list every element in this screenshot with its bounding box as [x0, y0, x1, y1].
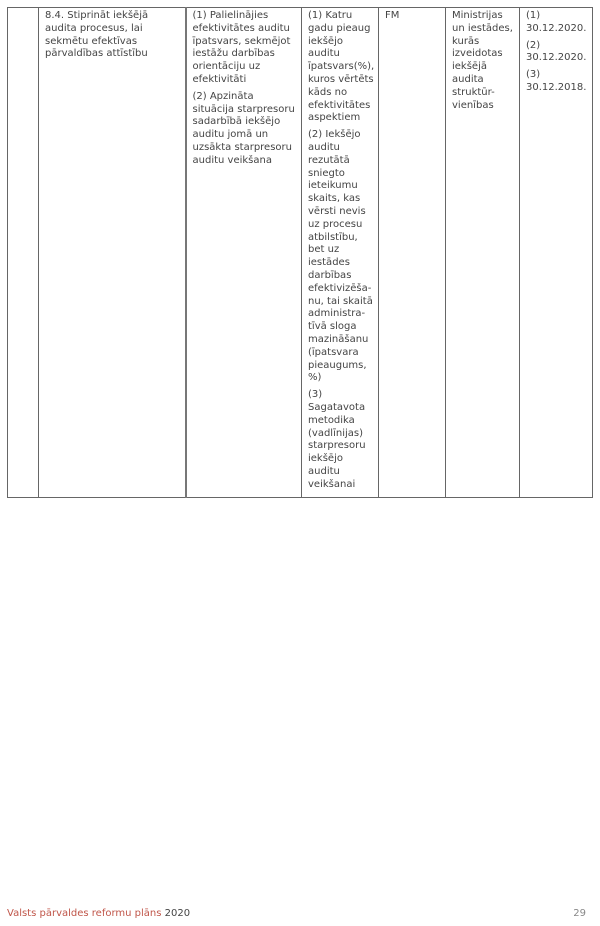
involved-text: Ministrijas un iestādes, kurās izveidotas iekšējā audita struktūr-vienības — [452, 10, 513, 111]
deadlines-cell — [520, 8, 593, 498]
table-row — [8, 8, 593, 498]
result-1: (1) Palielinājies efektivitātes auditu īpatsvars, sekmējot iestāžu darbības orientāciju uz efektivitāti — [192, 10, 291, 85]
involved-cell — [446, 8, 520, 498]
footer-document-title — [7, 908, 190, 919]
results-cell — [186, 8, 302, 498]
task-cell — [39, 8, 186, 498]
row-number-cell — [8, 8, 39, 498]
indicator-3: (3) Sagatavota metodika (vadlīnijas) starpresoru iekšējo auditu veikšanai — [308, 389, 366, 490]
deadline-3: (3) 30.12.2018. — [526, 69, 587, 93]
task-text: 8.4. Stiprināt iekšējā audita procesus, lai sekmētu efektīvas pārvaldības attīstību — [45, 10, 149, 60]
indicator-2: (2) Iekšējo auditu rezutātā sniegto ieteikumu skaits, kas vērsti nevis uz procesu atbilstību, bet uz iestādes darbības efektivizēša-nu, tai skaitā administra-tīvā sloga mazināšanu (īpatsvara pieaugums, %) — [308, 129, 373, 384]
reform-plan-table — [7, 7, 593, 498]
footer-year: 2020 — [164, 908, 191, 919]
responsible-text: FM — [385, 10, 400, 21]
page-number: 29 — [573, 908, 586, 919]
deadline-2: (2) 30.12.2020. — [526, 39, 587, 64]
footer-title: Valsts pārvaldes reformu plāns — [7, 908, 162, 919]
indicators-cell — [302, 8, 379, 498]
responsible-cell — [379, 8, 446, 498]
indicator-1: (1) Katru gadu pieaug iekšējo auditu īpatsvars(%), kuros vērtēts kāds no efektivitātes aspektiem — [308, 10, 375, 124]
deadline-1: (1) 30.12.2020. — [526, 10, 587, 34]
result-2: (2) Apzināta situācija starpresoru sadarbībā iekšējo auditu jomā un uzsākta starpresoru auditu veikšana — [192, 90, 295, 166]
